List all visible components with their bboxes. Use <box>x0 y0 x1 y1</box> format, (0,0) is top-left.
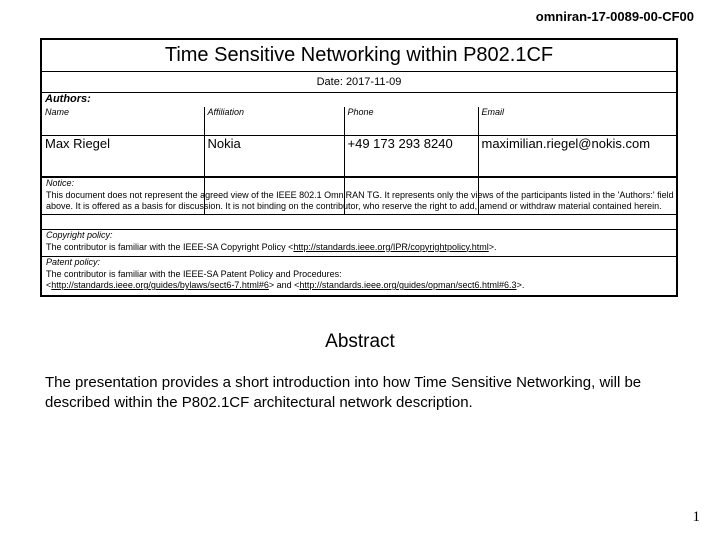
date-row <box>42 72 676 93</box>
patent-opman-link[interactable]: http://standards.ieee.org/guides/opman/sect6.html#6.3 <box>299 280 517 290</box>
copyright-policy-link[interactable]: http://standards.ieee.org/IPR/copyrightpolicy.html <box>293 241 489 252</box>
copyright-block <box>42 230 676 257</box>
cover-frame <box>40 38 678 297</box>
column-header-affiliation: Affiliation <box>204 107 344 135</box>
title-row <box>42 40 676 72</box>
column-header-phone: Phone <box>344 107 478 135</box>
document-date: Date: 2017-11-09 <box>316 76 402 88</box>
page-number: 1 <box>692 509 700 525</box>
document-id: omniran-17-0089-00-CF00 <box>535 9 694 24</box>
authors-header-row <box>42 107 676 135</box>
authors-label: Authors: <box>45 93 91 105</box>
patent-text-open: < <box>46 280 52 290</box>
patent-text: The contributor is familiar with the IEEE-SA Patent Policy and Procedures: <box>46 268 342 279</box>
column-header-name: Name <box>42 107 204 135</box>
column-header-email: Email <box>478 107 676 135</box>
author-phone: +49 173 293 8240 <box>344 135 478 177</box>
copyright-text-end: >. <box>488 241 497 252</box>
authors-heading-row <box>42 93 676 107</box>
copyright-text: The contributor is familiar with the IEEE-SA Copyright Policy < <box>46 241 294 252</box>
patent-label: Patent policy: <box>46 257 101 267</box>
author-name: Max Riegel <box>42 135 204 177</box>
author-email: maximilian.riegel@nokis.com <box>478 135 676 177</box>
abstract-title: Abstract <box>325 331 395 352</box>
author-affiliation: Nokia <box>204 135 344 177</box>
patent-text-end: >. <box>516 280 525 290</box>
document-title: Time Sensitive Networking within P802.1CF <box>164 44 554 66</box>
patent-bylaws-link[interactable]: http://standards.ieee.org/guides/bylaws/sect6-7.html#6 <box>51 280 269 290</box>
notice-block <box>42 177 676 230</box>
table-row <box>42 135 676 177</box>
notice-text: This document does not represent the agreed view of the IEEE 802.1 OmniRAN TG. It represents only the views of the participants listed in the 'Authors:' field above. It is offered as a basis for discussion. It is not binding on the contributor, who reserve the right to add, amend or withdraw material contained herein. <box>46 189 674 211</box>
copyright-label: Copyright policy: <box>46 230 113 240</box>
patent-block <box>42 257 676 295</box>
abstract-body: The presentation provides a short introduction into how Time Sensitive Networking, will be described within the P802.1CF architectural network description. <box>45 374 642 411</box>
notice-label: Notice: <box>46 178 75 188</box>
patent-text-mid: > and < <box>268 280 300 290</box>
